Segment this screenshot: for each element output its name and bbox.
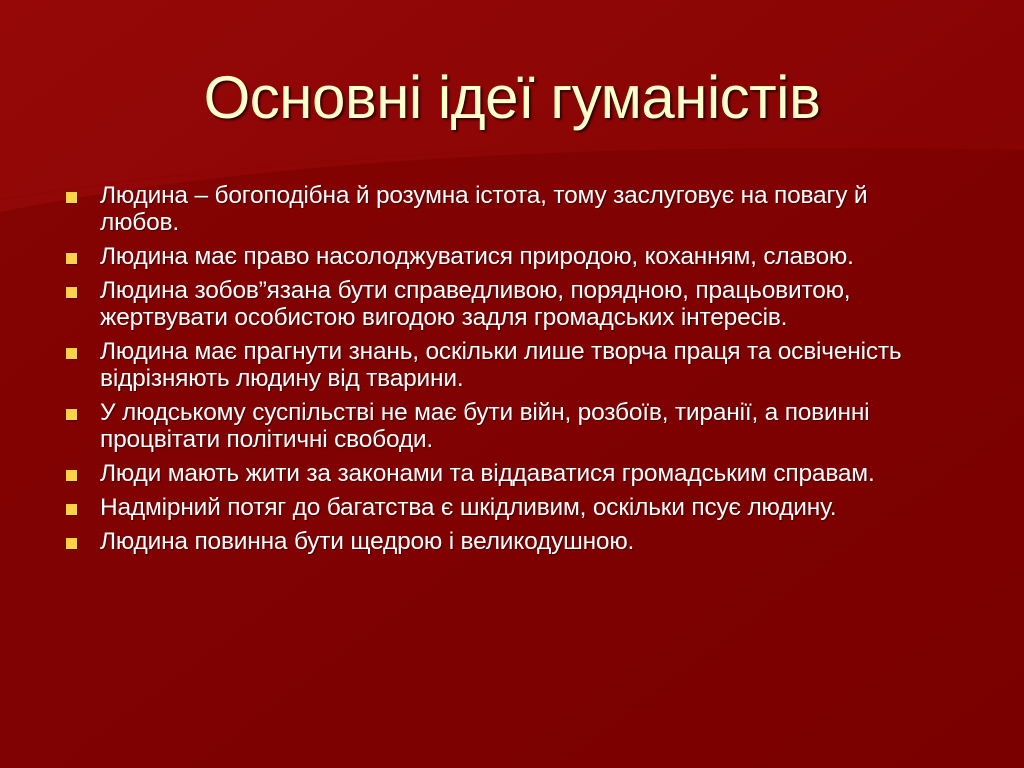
bullet-text: Люди мають жити за законами та віддаватися громадським справам.	[100, 460, 875, 487]
square-bullet-icon	[66, 470, 77, 481]
square-bullet-icon	[66, 192, 77, 203]
square-bullet-icon	[66, 253, 77, 264]
square-bullet-icon	[66, 287, 77, 298]
bullet-item	[64, 182, 924, 236]
square-bullet-icon	[66, 504, 77, 515]
bullet-item	[64, 528, 924, 555]
bullet-item	[64, 277, 924, 331]
slide-title: Основні ідеї гуманістів	[203, 64, 821, 131]
bullet-item	[64, 243, 924, 270]
bullet-text: У людському суспільстві не має бути війн, розбоїв, тиранії, а повинні процвітати політичні свободи.	[100, 399, 870, 453]
square-bullet-icon	[66, 538, 77, 549]
bullet-text: Людина має право насолоджуватися природою, коханням, славою.	[100, 243, 854, 270]
square-bullet-icon	[66, 409, 77, 420]
bullet-text: Людина – богоподібна й розумна істота, тому заслуговує на повагу й любов.	[100, 182, 868, 236]
bullet-text: Людина повинна бути щедрою і великодушною.	[100, 528, 635, 555]
bullet-list	[64, 182, 924, 562]
bullet-item	[64, 399, 924, 453]
bullet-text: Надмірний потяг до багатства є шкідливим, оскільки псує людину.	[100, 494, 837, 521]
bullet-item	[64, 338, 924, 392]
bullet-text: Людина зобов”язана бути справедливою, порядною, працьовитою, жертвувати особистою вигодою задля громадських інтересів.	[100, 277, 851, 331]
bullet-item	[64, 494, 924, 521]
bullet-item	[64, 460, 924, 487]
bullet-text: Людина має прагнути знань, оскільки лише творча праця та освіченість відрізняють людину від тварини.	[100, 338, 902, 392]
square-bullet-icon	[66, 348, 77, 359]
